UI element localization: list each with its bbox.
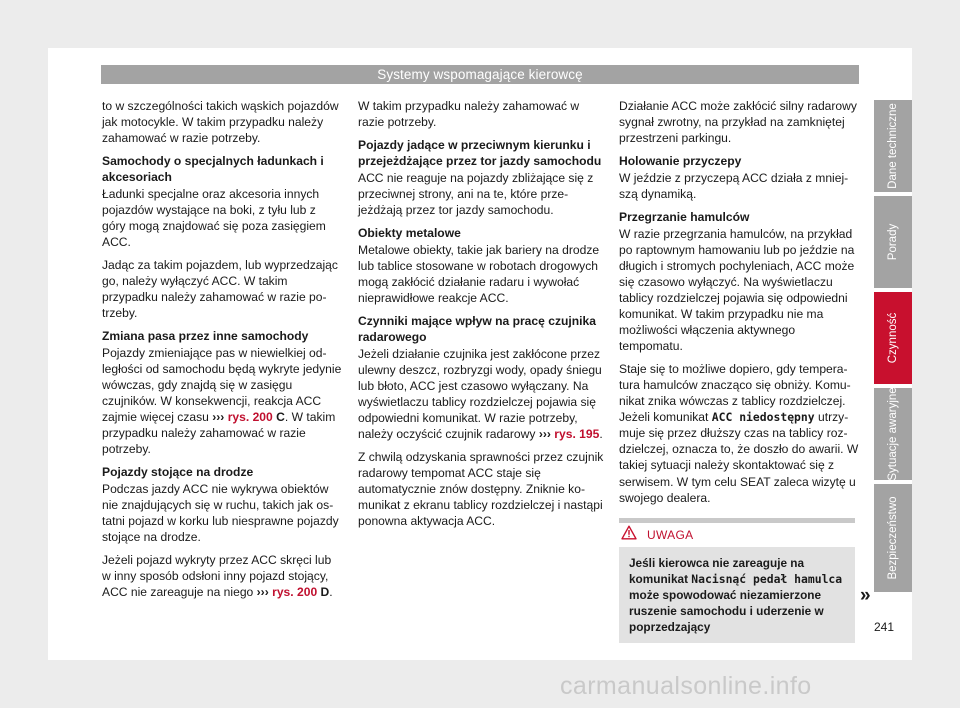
- subheading: Obiekty metalowe: [358, 225, 461, 240]
- side-tab-label: Bezpieczeństwo: [887, 496, 899, 580]
- paragraph: Podczas jazdy ACC nie wykrywa obiektów nie znajdujących się w ruchu, takich jak ostatni pojazd w korku lub niesprawne pojazdy stojące na drodze.: [102, 482, 339, 545]
- paragraph: [102, 345, 342, 458]
- subheading: Pojazdy stojące na drodze: [102, 464, 254, 479]
- reference-arrow: ›››: [538, 427, 551, 442]
- text: . W takim przypadku należy zahamować w razie potrzeby.: [102, 410, 336, 457]
- subheading: Holowanie przyczepy: [619, 153, 742, 168]
- side-tab-czynnosc[interactable]: [874, 292, 912, 384]
- warning-triangle-icon: [621, 525, 637, 544]
- text: .: [329, 585, 333, 600]
- text: utrzymuje się przez dłuższy czas na tablicy rozdzielczej, oznacza to, że doszło do awarii. W takiej sytuacji należy skontaktować się z serwisem. W tym celu SEAT zaleca wizytę u swojego dealera.: [619, 410, 859, 505]
- figure-link[interactable]: rys. 195: [554, 427, 600, 442]
- paragraph: [102, 552, 342, 600]
- side-tab-dane-techniczne[interactable]: [874, 100, 912, 192]
- paragraph: ACC nie reaguje na pojazdy zbliżające się z przeciwnej strony, ani na te, które przejeżdżają przez tor jazdy samochodu.: [358, 170, 594, 218]
- paragraph: Jadąc za takim pojazdem, lub wyprzedzając go, należy wyłączyć ACC. W takim przypadku należy zahamować w razie potrzeby.: [102, 257, 338, 321]
- side-tab-label: Porady: [887, 223, 899, 261]
- reference-arrow: ›››: [212, 410, 225, 425]
- side-tab-label: Sytuacje awaryjne: [887, 387, 899, 481]
- column-1: [102, 98, 342, 607]
- text: Pojazdy zmieniające pas w niewielkiej odległości od samochodu będą wykryte jedynie wówczas, gdy znajdą się w zasięgu czujników. W konsekwencji, reakcja ACC zajmie więcej czasu: [102, 345, 342, 425]
- subheading: Czynniki mające wpływ na pracę czujnika radarowego: [358, 313, 596, 344]
- side-tab-porady[interactable]: [874, 196, 912, 288]
- side-tab-label: Dane techniczne: [887, 103, 899, 189]
- subheading: Przegrzanie hamulców: [619, 209, 750, 224]
- subheading: Samochody o specjalnych ładunkach i akcesoriach: [102, 153, 324, 184]
- paragraph: W jeździe z przyczepą ACC działa z mniejszą dynamiką.: [619, 170, 849, 201]
- paragraph: Z chwilą odzyskania sprawności przez czujnik radarowy tempomat ACC staje się automatycznie znów dostępny. Zniknie komunikat z ekranu tablicy rozdzielczej i nastąpi ponowna aktywacja ACC.: [358, 449, 604, 529]
- column-2: [358, 98, 604, 536]
- watermark: carmanualsonline.info: [560, 672, 812, 700]
- figure-letter: C: [276, 410, 285, 425]
- paragraph: W takim przypadku należy zahamować w razie potrzeby.: [358, 99, 580, 130]
- figure-link[interactable]: rys. 200: [272, 585, 318, 600]
- text: .: [599, 427, 603, 442]
- paragraph: to w szczególności takich wąskich pojazdów jak motocykle. W takim przypadku należy zahamować w razie potrzeby.: [102, 99, 339, 146]
- text: Jeśli kierowca nie zareaguje na komunikat: [629, 555, 805, 586]
- subheading: Zmiana pasa przez inne samochody: [102, 328, 309, 343]
- text: Jeżeli działanie czujnika jest zakłócone przez ulewny deszcz, rozbryzgi wody, opady śniegu lub błoto, ACC jest czasowo wyłączany. Na wyświetlaczu tablicy rozdzielczej pojawia się odpowiedni komunikat. W razie potrzeby, należy oczyścić czujnik radarowy: [358, 346, 602, 442]
- warning-title: UWAGA: [647, 527, 694, 542]
- continued-arrow-icon: »: [860, 585, 871, 606]
- paragraph: W razie przegrzania hamulców, na przykład po raptownym hamowaniu lub po jeździe na długich i stromych pochyleniach, ACC może się czasowo wyłączyć. Na wyświetlaczu tablicy rozdzielczej pojawia się odpowiedni komunikat. W takim przypadku nie ma możliwości włączenia aktywnego tempomatu.: [619, 226, 855, 354]
- page-number: 241: [874, 620, 895, 634]
- warning-text: [619, 547, 855, 643]
- side-tab-sytuacje-awaryjne[interactable]: [874, 388, 912, 480]
- warning-header: [619, 523, 855, 547]
- display-message: Nacisnąć pedał hamulca: [691, 571, 843, 586]
- side-tab-label: Czynność: [887, 312, 899, 364]
- text: Staje się to możliwe dopiero, gdy temperatura hamulców znacząco się obniży. Komunikat znika wówczas z tablicy rozdzielczej. Jeżeli komunikat: [619, 361, 851, 425]
- paragraph: [358, 346, 604, 443]
- paragraph: Ładunki specjalne oraz akcesoria innych pojazdów wystające na boki, z tyłu lub z góry mogą znajdować się poza zasięgiem ACC.: [102, 186, 326, 250]
- display-message: ACC niedostępny: [711, 410, 815, 425]
- side-tab-bezpieczenstwo[interactable]: [874, 484, 912, 592]
- figure-letter: D: [320, 585, 330, 600]
- section-header: Systemy wspomagające kierowcę: [101, 65, 859, 84]
- text: Jeżeli pojazd wykryty przez ACC skręci lub w inny sposób odsłoni inny pojazd stojący, ACC nie zareaguje na niego: [102, 552, 332, 600]
- figure-link[interactable]: rys. 200: [227, 410, 273, 425]
- paragraph: Metalowe obiekty, takie jak bariery na drodze lub tablice stosowane w robotach drogowych mogą zakłócić działanie radaru i wywołać nieprawidłowe reakcje ACC.: [358, 242, 600, 306]
- subheading: Pojazdy jadące w przeciwnym kierunku i przejeżdżające przez tor jazdy samochodu: [358, 137, 602, 168]
- paragraph: Działanie ACC może zakłócić silny radarowy sygnał zwrotny, na przykład na zamkniętej przestrzeni parkingu.: [619, 99, 857, 146]
- warning-box: [619, 518, 855, 643]
- reference-arrow: ›››: [256, 585, 269, 600]
- text: może spowodować niezamierzone ruszenie samochodu i uderzenie w poprzedzający: [629, 587, 824, 634]
- paragraph: [619, 361, 862, 506]
- column-3: [619, 98, 862, 643]
